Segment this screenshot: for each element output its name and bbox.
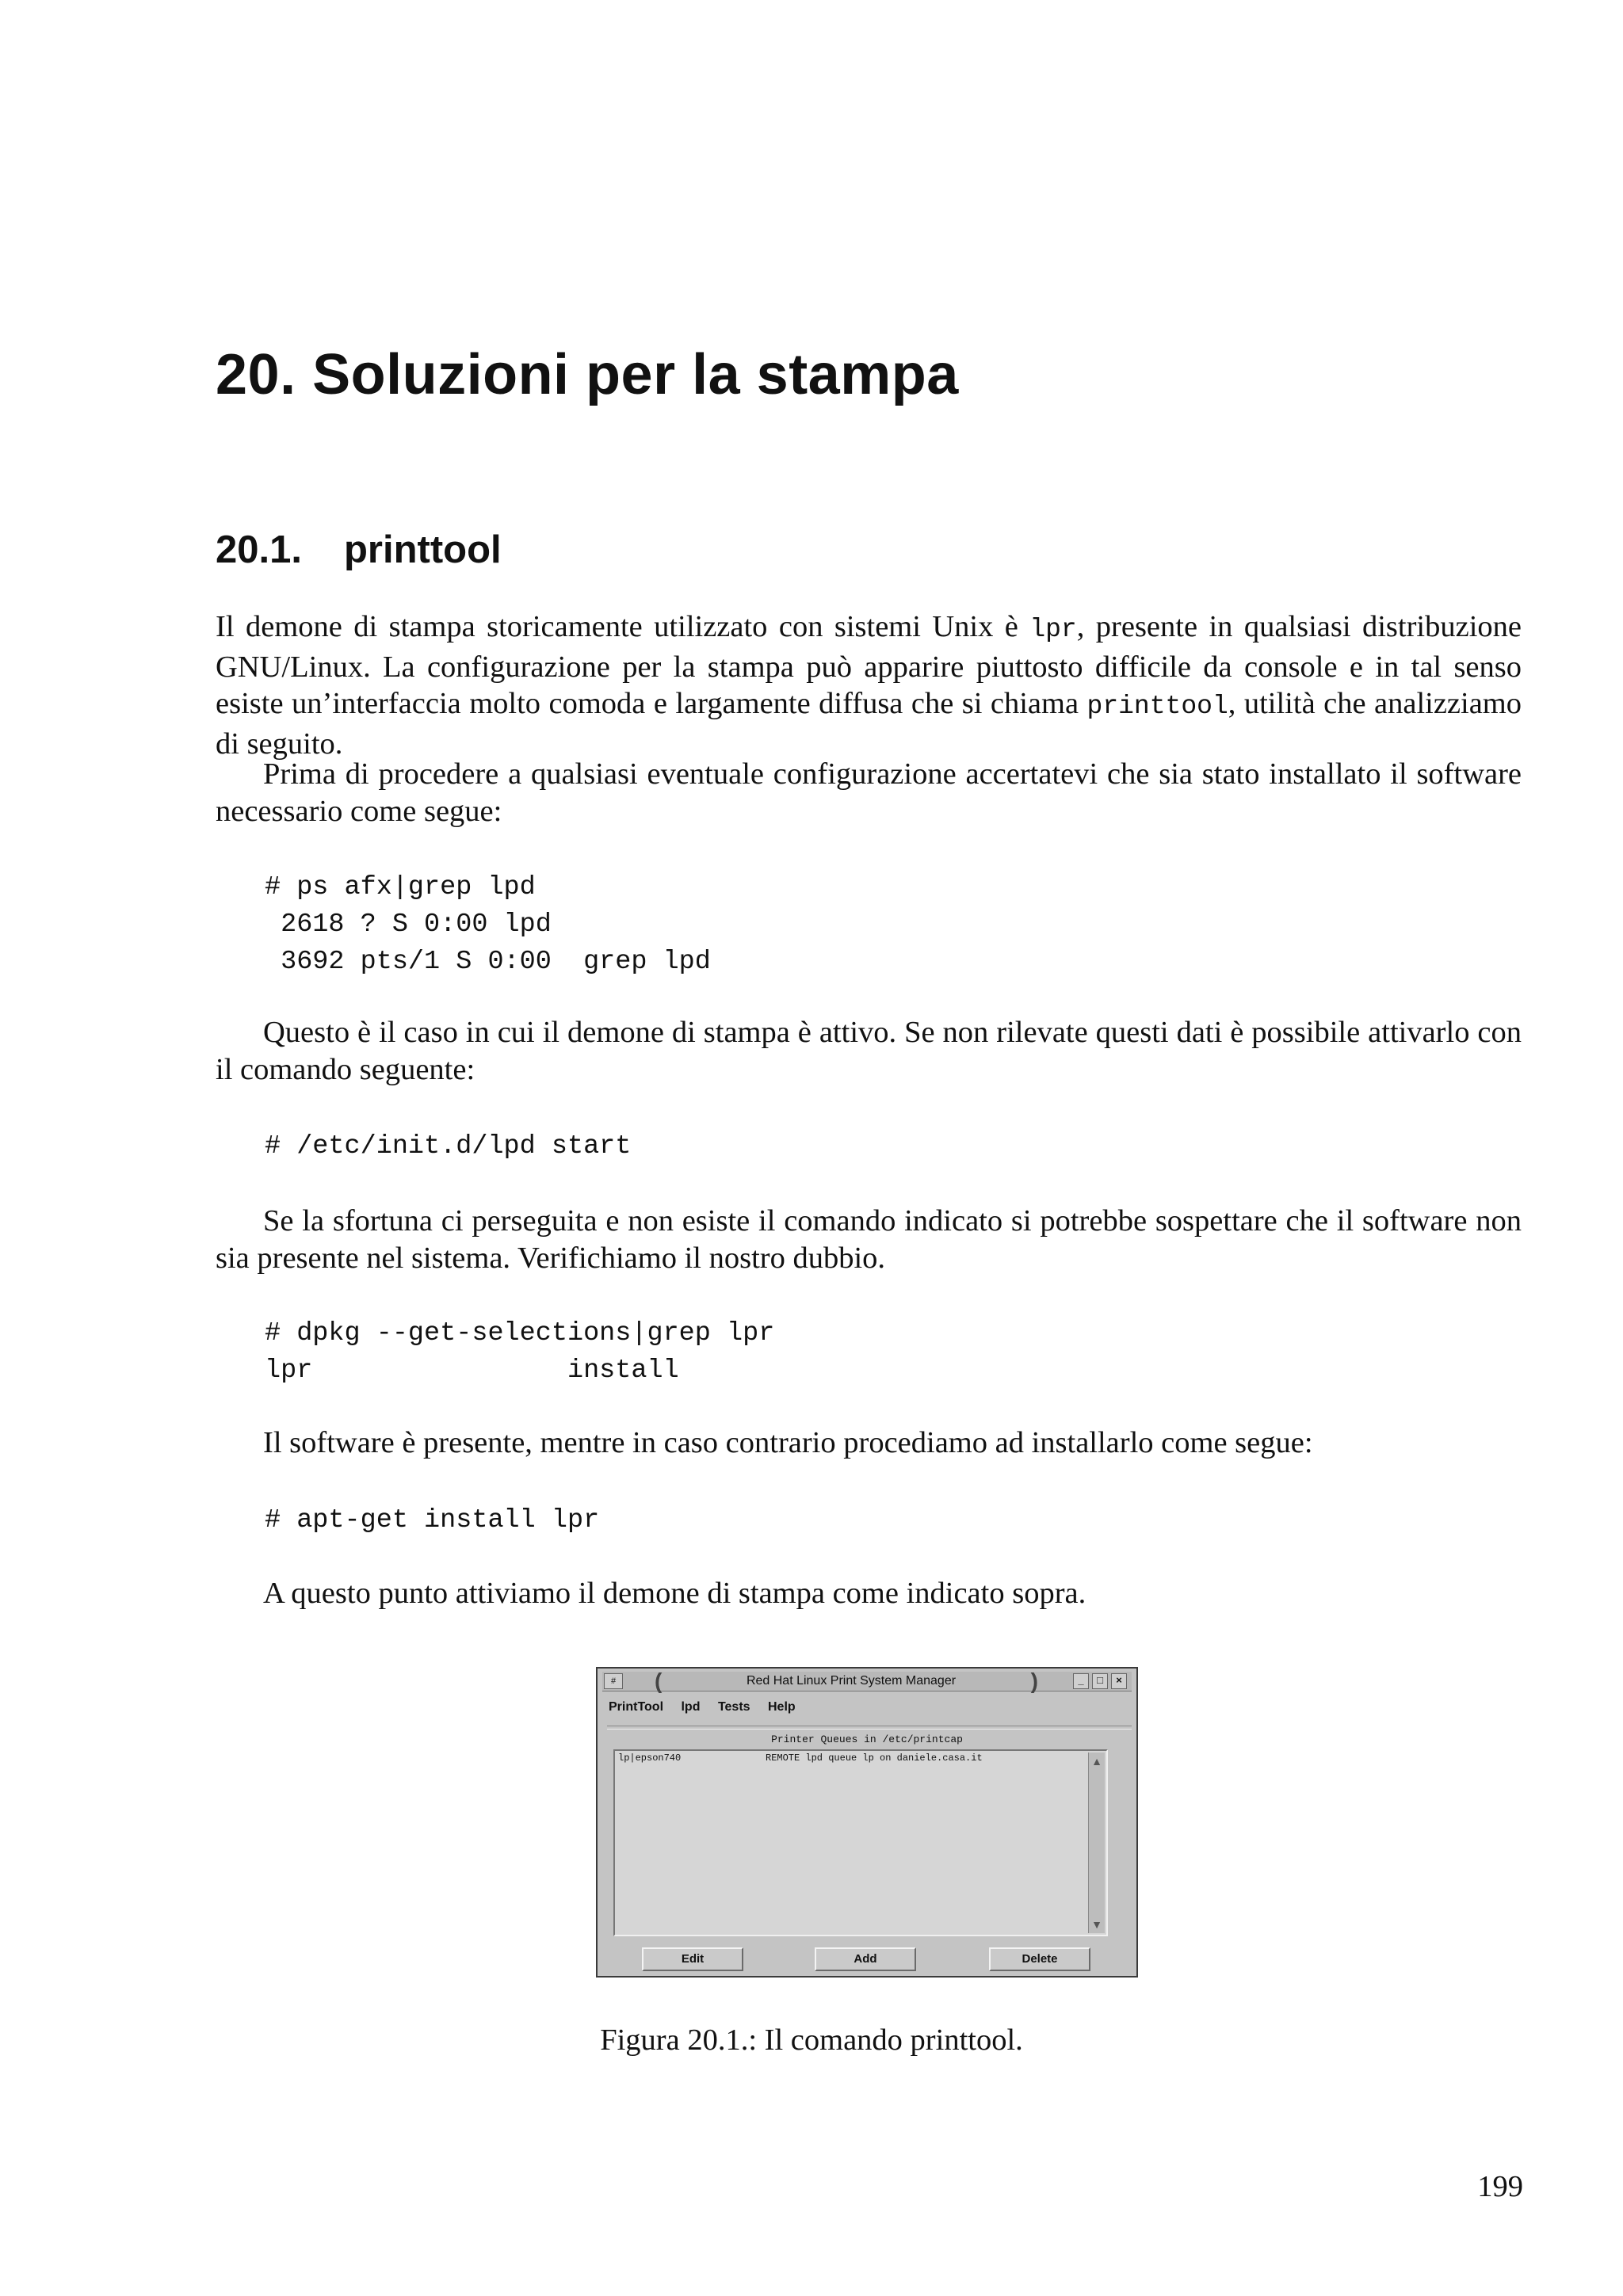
add-button[interactable]: Add	[815, 1947, 916, 1971]
paragraph-text: Il software è presente, mentre in caso contrario procediamo ad installarlo come segue:	[263, 1426, 1313, 1459]
menu-lpd[interactable]: lpd	[681, 1700, 701, 1714]
window-menu-icon[interactable]: #	[604, 1673, 623, 1689]
paragraph-text: Prima di procedere a qualsiasi eventuale configurazione accertatevi che sia stato installato il software necessario come segue:	[216, 757, 1522, 828]
paragraph-missing-software	[216, 1203, 1522, 1276]
page-number: 199	[1477, 2170, 1523, 2203]
section-number: 20.1.	[216, 528, 302, 571]
list-scrollbar[interactable]	[1088, 1753, 1105, 1933]
paragraph-text: Il demone di stampa storicamente utilizzato con sistemi Unix è	[216, 610, 1030, 643]
paragraph-daemon-active	[216, 1014, 1522, 1088]
menu-printtool[interactable]: PrintTool	[609, 1700, 664, 1714]
edit-button[interactable]: Edit	[642, 1947, 743, 1971]
paragraph-text: Questo è il caso in cui il demone di stampa è attivo. Se non rilevate questi dati è possibile attivarlo con il comando seguente:	[216, 1016, 1522, 1086]
paragraph-intro	[216, 608, 1522, 762]
code-block-apt: # apt-get install lpr	[265, 1505, 600, 1535]
menubar	[609, 1700, 1125, 1721]
list-item[interactable]	[618, 1753, 983, 1764]
menu-tests[interactable]: Tests	[717, 1700, 750, 1714]
code-block-start: # /etc/init.d/lpd start	[265, 1131, 632, 1161]
scroll-down-icon[interactable]: ▼	[1091, 1918, 1102, 1931]
scroll-up-icon[interactable]: ▲	[1091, 1755, 1102, 1768]
window-title: Red Hat Linux Print System Manager	[746, 1674, 957, 1688]
inline-code-printtool: printtool	[1086, 692, 1228, 721]
paragraph-text: A questo punto attiviamo il demone di stampa come indicato sopra.	[263, 1577, 1086, 1610]
close-icon[interactable]: ×	[1111, 1673, 1127, 1689]
chapter-title: 20. Soluzioni per la stampa	[216, 343, 959, 406]
printer-queue-list[interactable]	[613, 1749, 1108, 1936]
paragraph-text: , utilità che analizziamo di seguito.	[216, 687, 1522, 761]
code-block-ps: # ps afx|grep lpd 2618 ? S 0:00 lpd 3692 pts/1 S 0:00 grep lpd	[265, 872, 711, 977]
paragraph-text: Se la sfortuna ci perseguita e non esiste il comando indicato si potrebbe sospettare che il software non sia presente nel sistema. Verifichiamo il nostro dubbio.	[216, 1204, 1522, 1275]
maximize-icon[interactable]: □	[1092, 1673, 1108, 1689]
inline-code-lpr: lpr	[1029, 615, 1077, 644]
section-title: printtool	[344, 528, 502, 571]
window-titlebar	[602, 1669, 1132, 1693]
title-right-bracket-icon: )	[1030, 1669, 1038, 1693]
paragraph-activate	[216, 1575, 1522, 1612]
queue-description: REMOTE lpd queue lp on daniele.casa.it	[766, 1753, 983, 1764]
queue-name: lp|epson740	[618, 1753, 682, 1764]
menubar-divider	[607, 1726, 1132, 1730]
title-left-bracket-icon: (	[655, 1669, 663, 1693]
minimize-icon[interactable]: _	[1073, 1673, 1089, 1689]
paragraph-text: , presente in qualsiasi distribuzione GNU/Linux. La configurazione per la stampa può apparire piuttosto difficile da console e in tal senso esiste un’interfaccia molto comoda e largamente diffusa che si chiama	[216, 610, 1522, 720]
paragraph-install	[216, 1425, 1522, 1462]
printtool-window-figure	[596, 1667, 1138, 1978]
code-block-dpkg: # dpkg --get-selections|grep lpr lpr install	[265, 1318, 775, 1386]
figure-caption: Figura 20.1.: Il comando printtool.	[600, 2023, 1023, 2057]
printer-queues-label: Printer Queues in /etc/printcap	[771, 1733, 963, 1745]
section-heading	[216, 528, 502, 572]
delete-button[interactable]: Delete	[989, 1947, 1090, 1971]
paragraph-prerequisite	[216, 756, 1522, 830]
menu-help[interactable]: Help	[768, 1700, 796, 1714]
